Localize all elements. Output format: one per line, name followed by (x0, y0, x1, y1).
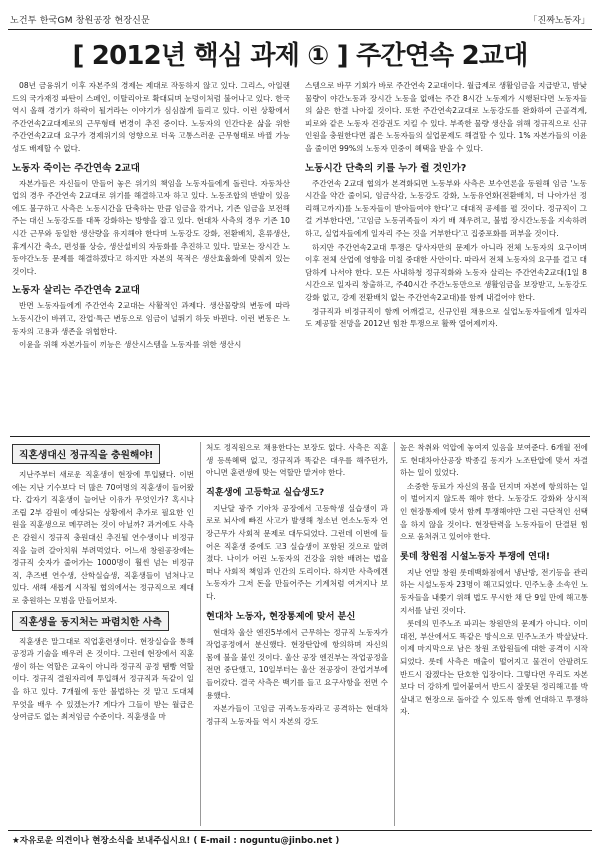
paragraph: 자본가들이 고임금 귀족노동자라고 공격하는 현대차 정규직 노동자들 역시 자본의 강도 (206, 704, 388, 726)
paragraph: 처도 정직원으로 채용한다는 보장도 없다. 사측은 직훈생 등록혜택 없고, 정규직과 똑같은 대우를 해주던가, 아니면 훈련생에 맞는 역할만 맡겨야 한다. (206, 443, 388, 478)
paragraph: 이윤을 위해 자본가들이 끼능은 생산시스템을 노동자를 위한 생산시 (19, 340, 242, 350)
page-title: [ 2012년 핵심 과제 ① ] 주간연속 2교대 (72, 41, 528, 71)
article-column-left (12, 80, 290, 430)
paragraph: 주간연속 2교대 협의가 본격화되면 노동부와 사측은 보수언론을 동원해 임금 '노동시간을 약간 줄이되, 임금삭감, 노동강도 강화, 노동유연화(전환배치, 더 나아가선 정리해고까지)를 노동자들이 받아들여야 한다'고 대대적 공세를 펼 것이다. 정규직이 그걸 거부한다면, '고임금 노동귀족들이 자기 배 채우려고, 불법 장시간노동을 지속하려 하고, 실업자들에게 일자리 주는 것을 거부한다'고 집중포화를 퍼부을 것이다. (305, 178, 587, 238)
paragraph: 현대차 울산 엔진5부에서 근무하는 정규직 노동자가 작업공정에서 분신했다. 현장탄압에 항의하며 자신의 몸에 불을 붙인 것이다. 울산 공장 엔진부는 작업공정을 전면 중단했고, 10일부터는 울산 전공장이 잔업거부에 들어갔다. 결국 사측은 백기를 들고 요구사항을 전면 수용했다. (206, 627, 388, 700)
paragraph: 지난달 광주 기아차 공장에서 고등학생 실습생이 과로로 뇌사에 빠진 사고가 발생해 청소년 연소노동자 연장근무가 사회적 문제로 대두되었다. 그런데 이번에 들어온 직훈생 중에도 고3 실습생이 포함된 것으로 알려졌다. 나이가 어린 노동자의 건강을 위한 배려는 법을 떠나 사회적 책임과 인간의 도리이다. 하지만 사측에겐 노동자가 그저 돈을 만들어주는 기계처럼 여겨지나 보다. (206, 503, 388, 601)
paragraph: 직훈생은 말그대로 직업훈련생이다. 현장실습을 통해 공정과 기술을 배우러 온 것이다. 그런데 현장에서 직훈생이 하는 역할은 교육이 아니라 정규직 공정 땜빵 역할이다. 정규직 결원자리에 투입해서 정규직과 독같이 일을 하고 있다. 7개월에 동안 불법하는 것 맡고 도대체 무엇을 배우 수 있겠는가? 게다가 그들이 받는 월급은 상여금도 없는 최저임금 수준이다. 직훈생을 마 (12, 636, 194, 722)
paragraph: 높은 착취와 억압에 놓여져 있음을 보여준다. 6개월 전에도 현대차아산공장 박종길 동지가 노조탄압에 맞서 자결하는 일이 있었다. (400, 443, 588, 478)
main-banner (0, 37, 600, 75)
paragraph: 반면 노동자들에게 주간연속 2교대는 사활적인 과제다. 생산물량의 변동에 따라 노동시간이 바뀌고, 잔업·특근 변동으로 임금이 널뛰기 하듯 바뀐다. 이런 변동은 노동자의 고용과 생존을 위협한다. (12, 301, 290, 336)
paragraph: 소중한 동료가 자신의 몸을 던지며 자본에 항의하는 일이 벌어지지 않도록 해야 한다. 노동강도 강화와 상시적인 현장통제에 맞서 함께 투쟁해야만 그런 극단적인 선택을 하지 않을 것이다. 현장탄력을 노동자들이 단결된 힘으로 움쳐쥐고 있어야 한다. (400, 481, 588, 542)
paragraph: 하지만 주간연속2교대 투쟁은 당사자만의 문제가 아니라 전체 노동자의 요구이며 이후 전체 산업에 영향을 미칠 중대한 사안이다. 따라서 전체 노동자의 요구를 걸고 대담하게 나서야 한다. 모든 사내하청 정규직화와 노동자 살리는 주간연속2교대(1일 8시간으로 일자리 창출하고, 주40시간 주간노동만으로 생활임금을 보장받고, 노동강도 강화 없고, 강제 전환배치 없는 주간연속2교대)를 함께 내걸어야 한다. (305, 242, 587, 302)
section-heading: 노동시간 단축의 키를 누가 쥘 것인가? (305, 162, 467, 174)
column-divider (200, 442, 201, 826)
news-column-3 (400, 442, 588, 826)
section-divider (10, 436, 590, 437)
masthead (8, 8, 592, 30)
news-column-2 (206, 442, 388, 826)
article-heading: 현대차 노동자, 현장통제에 맞서 분신 (206, 610, 356, 622)
paragraph: 정규직과 비정규직이 함께 어깨걸고, 신규인원 채용으로 실업노동자들에게 일자리도 제공할 전망을 2012년 힘찬 투쟁으로 활짝 열어제끼자. (305, 306, 587, 329)
paragraph: 롯데의 민주노조 파괴는 창원만의 문제가 아니다. 이미 대전, 부산에서도 똑같은 방식으로 민주노조가 박살났다. 이제 마지막으로 남은 창원 조합원들에 대한 공격이 시작되었다. 롯데 사측은 매출이 떨어지고 물건이 안팔려도 반드시 잡겠다는 단호한 입장이다. 그렇다면 우리도 자본보다 더 강하게 밀어붙여서 반드시 잘못된 정리해고를 박살내고 현장으로 돌아갈 수 있도록 함께 연대하고 투쟁하자. (400, 619, 588, 717)
paragraph: 지난 연말 창원 롯데백화점에서 냉난방, 전기등을 관리하는 시설노동자 23명이 해고되었다. 민주노총 소속인 노동자들을 내쫓기 위해 법도 무시한 채 단 9일 만에 해고통지서를 날린 것이다. (400, 567, 588, 615)
article-heading: 롯데 창원점 시설노동자 투쟁에 연대! (400, 550, 551, 562)
paragraph: 자본가들은 자신들이 만들어 놓은 위기의 책임을 노동자들에게 돌린다. 자동차산업의 경우 주간연속 2교대로 위기를 해결하고자 하고 있다. 노동조합의 반발이 있음에도 불구하고 사측은 노동시간을 단축하는 만큼 임금을 깎거나, 기존 임금을 보전해주는 대신 노동강도를 대폭 강화하는 방향을 잡고 있다. 현대차 사측의 경우 기존 10시간 근무와 동일한 생산량을 유지해야 한다며 노동강도 강화, 전환배치, 혼류생산, 휴게시간 축소, 편성률 상승, 생산설비의 자동화를 추진하고 있다. 말로는 장시간 노동야간노동 문제를 해결하겠다고 하지만 자본의 목적은 생산효율화에 맞춰져 있는 것이다. (12, 178, 290, 276)
footer (8, 830, 592, 846)
paragraph: 스템으로 바꾸 기회가 바로 주간연속 2교대이다. 월급제로 생활임금을 지급받고, 밤낮물량이 야간노동과 장시간 노동을 없애는 주간 8시간 노동제가 시행된다면 노동자들의 삶은 한결 나아질 것이다. 또한 주간연속2교대로 노동강도를 완화하여 근골격계, 피로와 같은 노동자 건강권도 지킬 수 있다. 부족한 물량 생산을 위해 정규직으로 신규인원을 충원한다면 젊은 노동자들의 실업문제도 해결할 수 있다. 1% 자본가들의 이윤을 줄이면 99%의 노동자 민중이 혜택을 받을 수 있다. (305, 81, 587, 153)
article-column-right (305, 80, 587, 430)
section-heading: 노동자 죽이는 주간연속 2교대 (12, 162, 140, 174)
contact-line: ★자유로운 의견이나 현장소식을 보내주십시요! ( E-mail : noguntu@jinbo.net ) (12, 836, 340, 846)
newspaper-name: 노건투 한국GM 창원공장 현장신문 (10, 16, 150, 26)
boxed-heading: 직혼생대신 정규직을 충원해야! (12, 444, 160, 464)
intro-paragraph: 08년 금융위기 이후 자본주의 경제는 제대로 작동하지 않고 있다. 그리스, 아일랜드의 국가재정 파탄이 스페인, 이탈리아로 확대되며 눈덩이처럼 불어나고 있다. 한국 역시 올해 경기가 하락이 될거라는 이야기가 심심찮게 들리고 있다. 이런 상황에서 주간연속2교대제로의 근무형태 변경이 추진 중이다. 노동자의 인간다운 삶을 위한 주간연속2교대 요구가 경제위기의 영향으로 더욱 고통스러운 근무형태로 바뀔 가능성도 배제할 수 없다. (12, 81, 290, 153)
paragraph: 지난주부터 새로운 직훈생이 현장에 투입됐다. 이번에는 지난 기수보다 더 많은 70여명의 직훈생이 들어왔다. 갑자기 직훈생이 늘어난 이유가 무엇인가? 혹시나 조립 2부 감원이 예상되는 상황에서 추가로 필요한 인원을 직훈생으로 메꾸려는 것이 아닐까? 과거에도 사측은 감원시 정규직 충원대신 추진될 연수생이나 비정규직을 늘려 갈아치워 부려먹었다. 어느새 창원공장에는 정규직 숫자가 줄어가는 1000명이 훨씬 넘는 비정규직, 추즈벤 연수생, 산학실습생, 직훈생들이 넘쳐나고 있다. 새해 새롭게 시작될 협의에서는 정규직으로 제대로 충원하는 모범을 만들어보자. (12, 470, 194, 605)
newspaper-title: 「진짜노동자」 (528, 16, 590, 26)
boxed-heading: 직훈생을 동지처는 파렴치한 사측 (12, 611, 169, 631)
section-heading: 노동자 살리는 주간연속 2교대 (12, 285, 140, 297)
article-heading: 직훈생에 고등학교 실습생도? (206, 486, 325, 498)
news-column-1 (12, 442, 194, 826)
column-divider (394, 442, 395, 826)
